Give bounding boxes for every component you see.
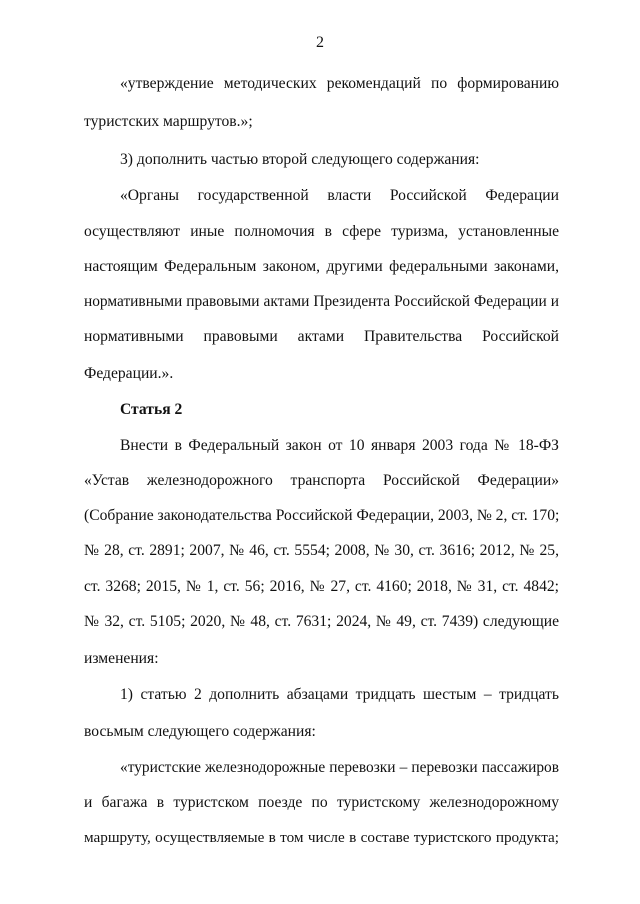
article-heading: Статья 2	[120, 401, 183, 418]
text-line: и багажа в туристском поезде по туристскому железнодорожному	[84, 794, 559, 811]
text-line: Федерации.».	[84, 365, 174, 382]
text-line: «Органы государственной власти Российской Федерации	[120, 187, 559, 204]
text-line: Внести в Федеральный закон от 10 января 2003 года № 18-ФЗ	[120, 437, 559, 454]
text-line: № 32, ст. 5105; 2020, № 48, ст. 7631; 2024, № 49, ст. 7439) следующие	[84, 613, 559, 630]
text-line: № 28, ст. 2891; 2007, № 46, ст. 5554; 2008, № 30, ст. 3616; 2012, № 25,	[84, 542, 559, 559]
text-line: нормативными правовыми актами Правительства Российской	[84, 328, 559, 345]
text-line: изменения:	[84, 650, 159, 667]
text-line: восьмым следующего содержания:	[84, 723, 316, 740]
text-line: «туристские железнодорожные перевозки – перевозки пассажиров	[120, 759, 559, 776]
text-line: маршруту, осуществляемые в том числе в составе туристского продукта;	[84, 829, 559, 846]
text-line: 3) дополнить частью второй следующего содержания:	[120, 151, 480, 168]
text-line: туристских маршрутов.»;	[84, 113, 253, 130]
text-line: ст. 3268; 2015, № 1, ст. 56; 2016, № 27, ст. 4160; 2018, № 31, ст. 4842;	[84, 578, 559, 595]
text-line: осуществляют иные полномочия в сфере туризма, установленные	[84, 223, 559, 240]
text-line: 1) статью 2 дополнить абзацами тридцать шестым – тридцать	[120, 686, 559, 703]
text-line: нормативными правовыми актами Президента Российской Федерации и	[84, 293, 559, 310]
text-line: (Собрание законодательства Российской Федерации, 2003, № 2, ст. 170;	[84, 507, 560, 524]
text-line: «утверждение методических рекомендаций по формированию	[120, 75, 559, 92]
text-line: «Устав железнодорожного транспорта Российской Федерации»	[84, 472, 559, 489]
page-number: 2	[316, 34, 324, 51]
text-line: настоящим Федеральным законом, другими федеральными законами,	[84, 258, 559, 275]
